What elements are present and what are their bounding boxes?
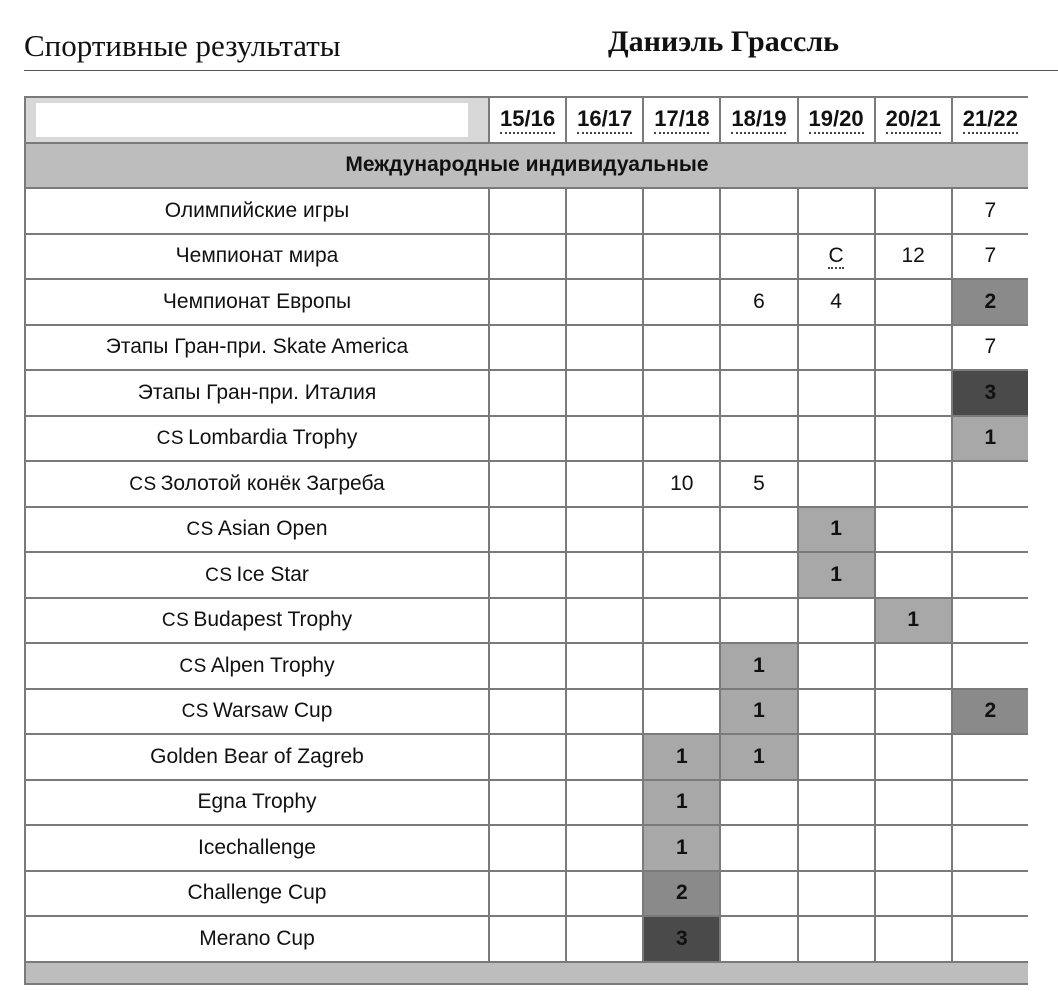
- result-cell: [566, 507, 643, 553]
- season-link[interactable]: 21/22: [963, 107, 1018, 134]
- result-cell: [643, 507, 720, 553]
- results-table-container: [24, 96, 1028, 1000]
- result-cell: [952, 825, 1028, 871]
- result-cell: [875, 279, 952, 325]
- result-cell: [798, 689, 875, 735]
- group-title: Международные индивидуальные: [25, 143, 1028, 189]
- result-cell: [643, 598, 720, 644]
- placement-value: 3: [984, 380, 997, 404]
- event-name[interactable]: Merano Cup: [199, 926, 315, 950]
- result-cell: [489, 188, 566, 234]
- table-row: [25, 188, 1028, 234]
- placement-value: 2: [675, 881, 688, 905]
- result-cell: [489, 825, 566, 871]
- result-cell: [952, 780, 1028, 826]
- result-cell: [798, 598, 875, 644]
- result-cell: [952, 461, 1028, 507]
- result-cell: [643, 552, 720, 598]
- result-cell: [643, 325, 720, 371]
- event-name[interactable]: Challenge Cup: [187, 881, 327, 905]
- result-cell: [875, 552, 952, 598]
- result-cell: [489, 234, 566, 280]
- result-cell: [566, 325, 643, 371]
- result-cell: [566, 188, 643, 234]
- result-cell: [875, 871, 952, 917]
- table-row: [25, 643, 1028, 689]
- event-name-cell[interactable]: [25, 507, 489, 553]
- result-cell: [798, 188, 875, 234]
- header-divider: [24, 70, 1058, 71]
- placement-value: 7: [984, 198, 997, 222]
- result-cell: [489, 461, 566, 507]
- result-cell: [952, 871, 1028, 917]
- result-cell: [798, 780, 875, 826]
- result-cell: [875, 689, 952, 735]
- result-cell: [489, 552, 566, 598]
- result-cell: [720, 598, 797, 644]
- result-cell: [798, 234, 875, 280]
- event-name-cell[interactable]: [25, 643, 489, 689]
- table-row: [25, 279, 1028, 325]
- group-header-row: [25, 143, 1028, 189]
- result-cell: [566, 734, 643, 780]
- challenger-series-label: CS: [129, 473, 157, 495]
- result-cell: [952, 370, 1028, 416]
- result-cell: [875, 416, 952, 462]
- table-row: [25, 325, 1028, 371]
- result-cell: [875, 643, 952, 689]
- result-cell: [798, 416, 875, 462]
- season-header[interactable]: [875, 97, 952, 143]
- result-cell: [720, 325, 797, 371]
- placement-value: 1: [675, 744, 688, 768]
- event-name[interactable]: Lombardia Trophy: [188, 426, 358, 450]
- result-cell: [566, 552, 643, 598]
- placement-value: 2: [984, 289, 997, 313]
- result-cell: [875, 325, 952, 371]
- result-cell: [489, 325, 566, 371]
- result-cell: [720, 279, 797, 325]
- result-cell: [952, 234, 1028, 280]
- table-row: [25, 461, 1028, 507]
- result-cell: [798, 734, 875, 780]
- result-cell: [566, 643, 643, 689]
- season-link[interactable]: 19/20: [809, 107, 864, 134]
- placement-value[interactable]: С: [828, 243, 844, 267]
- event-name-cell[interactable]: [25, 734, 489, 780]
- table-row: [25, 507, 1028, 553]
- table-row: [25, 871, 1028, 917]
- result-cell: [875, 780, 952, 826]
- result-cell: [720, 552, 797, 598]
- result-cell: [489, 416, 566, 462]
- result-cell: [489, 734, 566, 780]
- result-cell: [798, 552, 875, 598]
- placement-value: 1: [753, 653, 765, 677]
- next-group-header: [25, 962, 1028, 984]
- placement-value: 1: [830, 517, 842, 541]
- result-cell: [643, 643, 720, 689]
- event-name[interactable]: Asian Open: [217, 517, 328, 541]
- event-name-cell[interactable]: [25, 689, 489, 735]
- result-cell: [798, 916, 875, 962]
- result-cell: [720, 643, 797, 689]
- event-name-cell[interactable]: [25, 188, 489, 234]
- result-cell: [643, 188, 720, 234]
- event-name[interactable]: Warsaw Cup: [212, 699, 333, 723]
- placement-value: 5: [753, 471, 765, 495]
- event-name[interactable]: Icechallenge: [198, 835, 316, 859]
- result-cell: [643, 689, 720, 735]
- result-cell: [566, 461, 643, 507]
- result-cell: [798, 643, 875, 689]
- result-cell: [720, 234, 797, 280]
- result-cell: [643, 370, 720, 416]
- event-name-cell[interactable]: [25, 461, 489, 507]
- placement-value: 2: [984, 699, 997, 723]
- challenger-series-label: CS: [186, 519, 214, 541]
- placement-value: 1: [830, 562, 842, 586]
- season-link[interactable]: 18/19: [731, 107, 786, 134]
- season-header-row: [25, 97, 1028, 143]
- table-row: [25, 370, 1028, 416]
- event-name[interactable]: Чемпионат Европы: [162, 289, 352, 313]
- result-cell: [720, 916, 797, 962]
- result-cell: [643, 461, 720, 507]
- result-cell: [720, 370, 797, 416]
- result-cell: [720, 188, 797, 234]
- event-name[interactable]: Ice Star: [236, 562, 309, 586]
- season-header[interactable]: [566, 97, 643, 143]
- event-name-cell[interactable]: [25, 416, 489, 462]
- result-cell: [566, 916, 643, 962]
- event-name[interactable]: Budapest Trophy: [193, 608, 353, 632]
- event-name-cell[interactable]: [25, 916, 489, 962]
- result-cell: [798, 461, 875, 507]
- placement-value: 7: [984, 244, 997, 268]
- result-cell: [489, 643, 566, 689]
- result-cell: [489, 279, 566, 325]
- result-cell: [798, 370, 875, 416]
- challenger-series-label: CS: [156, 428, 185, 450]
- result-cell: [489, 916, 566, 962]
- event-name-cell[interactable]: [25, 780, 489, 826]
- result-cell: [798, 825, 875, 871]
- event-name-cell[interactable]: [25, 552, 489, 598]
- table-row: [25, 234, 1028, 280]
- result-cell: [566, 279, 643, 325]
- season-header[interactable]: [798, 97, 875, 143]
- result-cell: [952, 734, 1028, 780]
- result-cell: [489, 780, 566, 826]
- result-cell: [643, 734, 720, 780]
- event-name[interactable]: Золотой конёк Загреба: [160, 471, 385, 495]
- result-cell: [489, 370, 566, 416]
- page-header: [0, 0, 1058, 100]
- result-cell: [875, 916, 952, 962]
- result-cell: [720, 416, 797, 462]
- event-name-cell[interactable]: [25, 825, 489, 871]
- season-header[interactable]: [952, 97, 1028, 143]
- event-name[interactable]: Golden Bear of Zagreb: [150, 744, 364, 768]
- result-cell: [566, 234, 643, 280]
- table-row: [25, 734, 1028, 780]
- result-cell: [875, 825, 952, 871]
- result-cell: [720, 689, 797, 735]
- event-name[interactable]: Этапы Гран-при. Skate America: [105, 335, 409, 359]
- result-cell: [643, 825, 720, 871]
- result-cell: [952, 552, 1028, 598]
- result-cell: [643, 279, 720, 325]
- result-cell: [952, 188, 1028, 234]
- season-link[interactable]: 17/18: [654, 107, 709, 134]
- table-row: [25, 780, 1028, 826]
- placement-value: 10: [670, 471, 694, 495]
- season-header[interactable]: [643, 97, 720, 143]
- event-name-cell[interactable]: [25, 370, 489, 416]
- result-cell: [952, 507, 1028, 553]
- result-cell: [720, 871, 797, 917]
- table-row: [25, 598, 1028, 644]
- result-cell: [798, 871, 875, 917]
- table-row: [25, 416, 1028, 462]
- result-cell: [489, 507, 566, 553]
- result-cell: [643, 871, 720, 917]
- table-row: [25, 825, 1028, 871]
- result-cell: [952, 416, 1028, 462]
- result-cell: [489, 871, 566, 917]
- result-cell: [952, 689, 1028, 735]
- result-cell: [566, 780, 643, 826]
- season-link[interactable]: 20/21: [886, 107, 941, 134]
- result-cell: [798, 325, 875, 371]
- result-cell: [875, 507, 952, 553]
- next-group-header-row: [25, 962, 1028, 984]
- result-cell: [720, 507, 797, 553]
- result-cell: [798, 279, 875, 325]
- result-cell: [875, 461, 952, 507]
- challenger-series-label: CS: [181, 701, 209, 723]
- challenger-series-label: CS: [179, 655, 207, 677]
- season-header[interactable]: [720, 97, 797, 143]
- result-cell: [952, 279, 1028, 325]
- result-cell: [566, 689, 643, 735]
- placement-value: 1: [907, 608, 920, 632]
- result-cell: [643, 780, 720, 826]
- challenger-series-label: CS: [205, 564, 233, 586]
- placement-value: 4: [830, 289, 842, 313]
- placement-value: 6: [753, 289, 765, 313]
- event-name[interactable]: Alpen Trophy: [210, 653, 335, 677]
- result-cell: [720, 825, 797, 871]
- result-cell: [720, 461, 797, 507]
- event-name-cell[interactable]: [25, 325, 489, 371]
- result-cell: [798, 507, 875, 553]
- result-cell: [566, 370, 643, 416]
- result-cell: [720, 734, 797, 780]
- result-cell: [720, 780, 797, 826]
- result-cell: [566, 871, 643, 917]
- event-name-cell[interactable]: [25, 234, 489, 280]
- event-name-cell[interactable]: [25, 871, 489, 917]
- results-body: [25, 143, 1028, 984]
- placement-value: 7: [984, 335, 997, 359]
- results-table: [24, 96, 1028, 985]
- result-cell: [566, 598, 643, 644]
- placement-value: 1: [675, 790, 688, 814]
- table-row: [25, 552, 1028, 598]
- result-cell: [875, 370, 952, 416]
- placement-value: 1: [984, 426, 997, 450]
- result-cell: [952, 598, 1028, 644]
- event-name[interactable]: Этапы Гран-при. Италия: [137, 380, 377, 404]
- result-cell: [875, 734, 952, 780]
- result-cell: [489, 598, 566, 644]
- event-name[interactable]: Egna Trophy: [197, 790, 317, 814]
- result-cell: [643, 916, 720, 962]
- result-cell: [952, 325, 1028, 371]
- header-blank-cell: [25, 97, 489, 143]
- placement-value: 1: [753, 744, 765, 768]
- event-name-cell[interactable]: [25, 598, 489, 644]
- result-cell: [875, 188, 952, 234]
- result-cell: [489, 689, 566, 735]
- athlete-name: Даниэль Грассль: [608, 25, 840, 58]
- placement-value: 3: [675, 926, 688, 950]
- result-cell: [643, 416, 720, 462]
- result-cell: [875, 234, 952, 280]
- placement-value: 1: [753, 699, 765, 723]
- result-cell: [952, 916, 1028, 962]
- placement-value: 12: [901, 244, 925, 268]
- section-title: Спортивные результаты: [24, 28, 341, 63]
- season-header[interactable]: [489, 97, 566, 143]
- event-name-cell[interactable]: [25, 279, 489, 325]
- result-cell: [566, 416, 643, 462]
- season-link[interactable]: 15/16: [500, 107, 555, 134]
- placement-value: 1: [675, 835, 688, 859]
- season-link[interactable]: 16/17: [577, 107, 632, 134]
- event-name[interactable]: Чемпионат мира: [175, 244, 339, 268]
- table-row: [25, 916, 1028, 962]
- result-cell: [875, 598, 952, 644]
- result-cell: [643, 234, 720, 280]
- challenger-series-label: CS: [161, 610, 190, 632]
- table-row: [25, 689, 1028, 735]
- result-cell: [566, 825, 643, 871]
- event-name[interactable]: Олимпийские игры: [164, 198, 350, 222]
- result-cell: [952, 643, 1028, 689]
